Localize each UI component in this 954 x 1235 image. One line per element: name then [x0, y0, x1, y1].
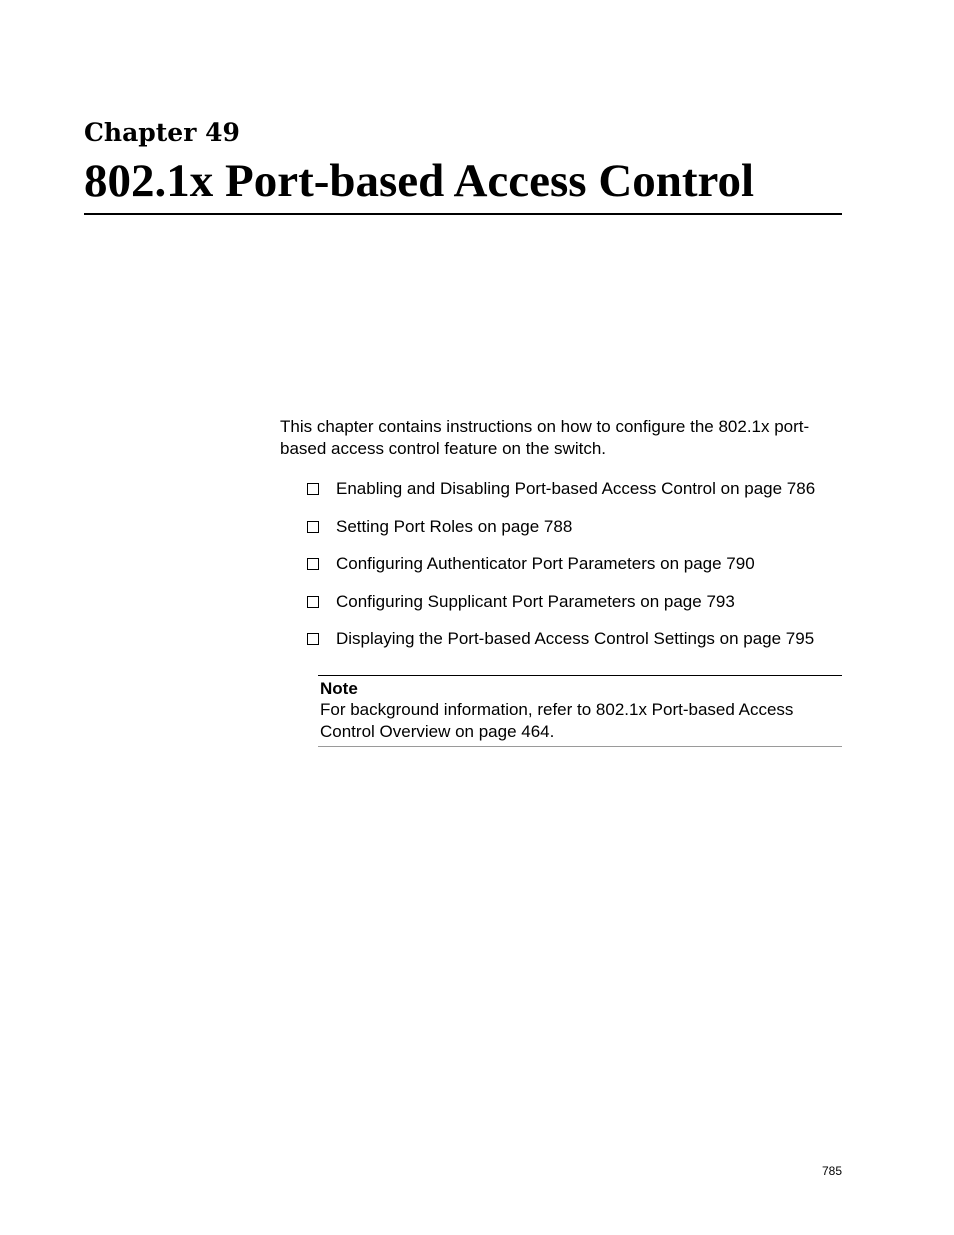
section-link-label[interactable]: Displaying the Port-based Access Control Settings on page 795	[336, 629, 815, 648]
section-list	[307, 478, 815, 666]
checkbox-icon	[307, 596, 319, 608]
chapter-title: 802.1x Port-based Access Control	[84, 155, 755, 207]
page-number: 785	[821, 1164, 842, 1178]
intro-paragraph	[280, 416, 840, 460]
section-link-displaying-settings[interactable]	[307, 628, 815, 650]
checkbox-icon	[307, 633, 319, 645]
section-link-label[interactable]: Enabling and Disabling Port-based Access Control on page 786	[336, 479, 816, 498]
intro-line: This chapter contains instructions on how to configure the 802.1x port-	[280, 417, 810, 436]
note-body	[320, 699, 842, 743]
section-link-port-roles[interactable]	[307, 516, 815, 538]
section-link-label[interactable]: Setting Port Roles on page 788	[336, 516, 573, 536]
checkbox-icon	[307, 483, 319, 495]
note-line[interactable]: For background information, refer to 802.1x Port-based Access	[320, 700, 794, 719]
checkbox-icon	[307, 521, 319, 533]
note-line[interactable]: Control Overview on page 464.	[320, 722, 555, 741]
section-link-enabling-disabling[interactable]	[307, 478, 815, 500]
intro-line: based access control feature on the switch.	[280, 439, 607, 458]
chapter-label: Chapter 49	[84, 118, 240, 147]
note-box	[318, 675, 842, 747]
note-heading: Note	[320, 679, 358, 698]
section-link-label[interactable]: Configuring Authenticator Port Parameters on page 790	[336, 554, 755, 573]
section-link-label[interactable]: Configuring Supplicant Port Parameters on page 793	[336, 591, 735, 611]
section-link-authenticator[interactable]	[307, 553, 815, 575]
section-link-supplicant[interactable]	[307, 591, 815, 613]
checkbox-icon	[307, 558, 319, 570]
title-divider	[84, 213, 842, 215]
